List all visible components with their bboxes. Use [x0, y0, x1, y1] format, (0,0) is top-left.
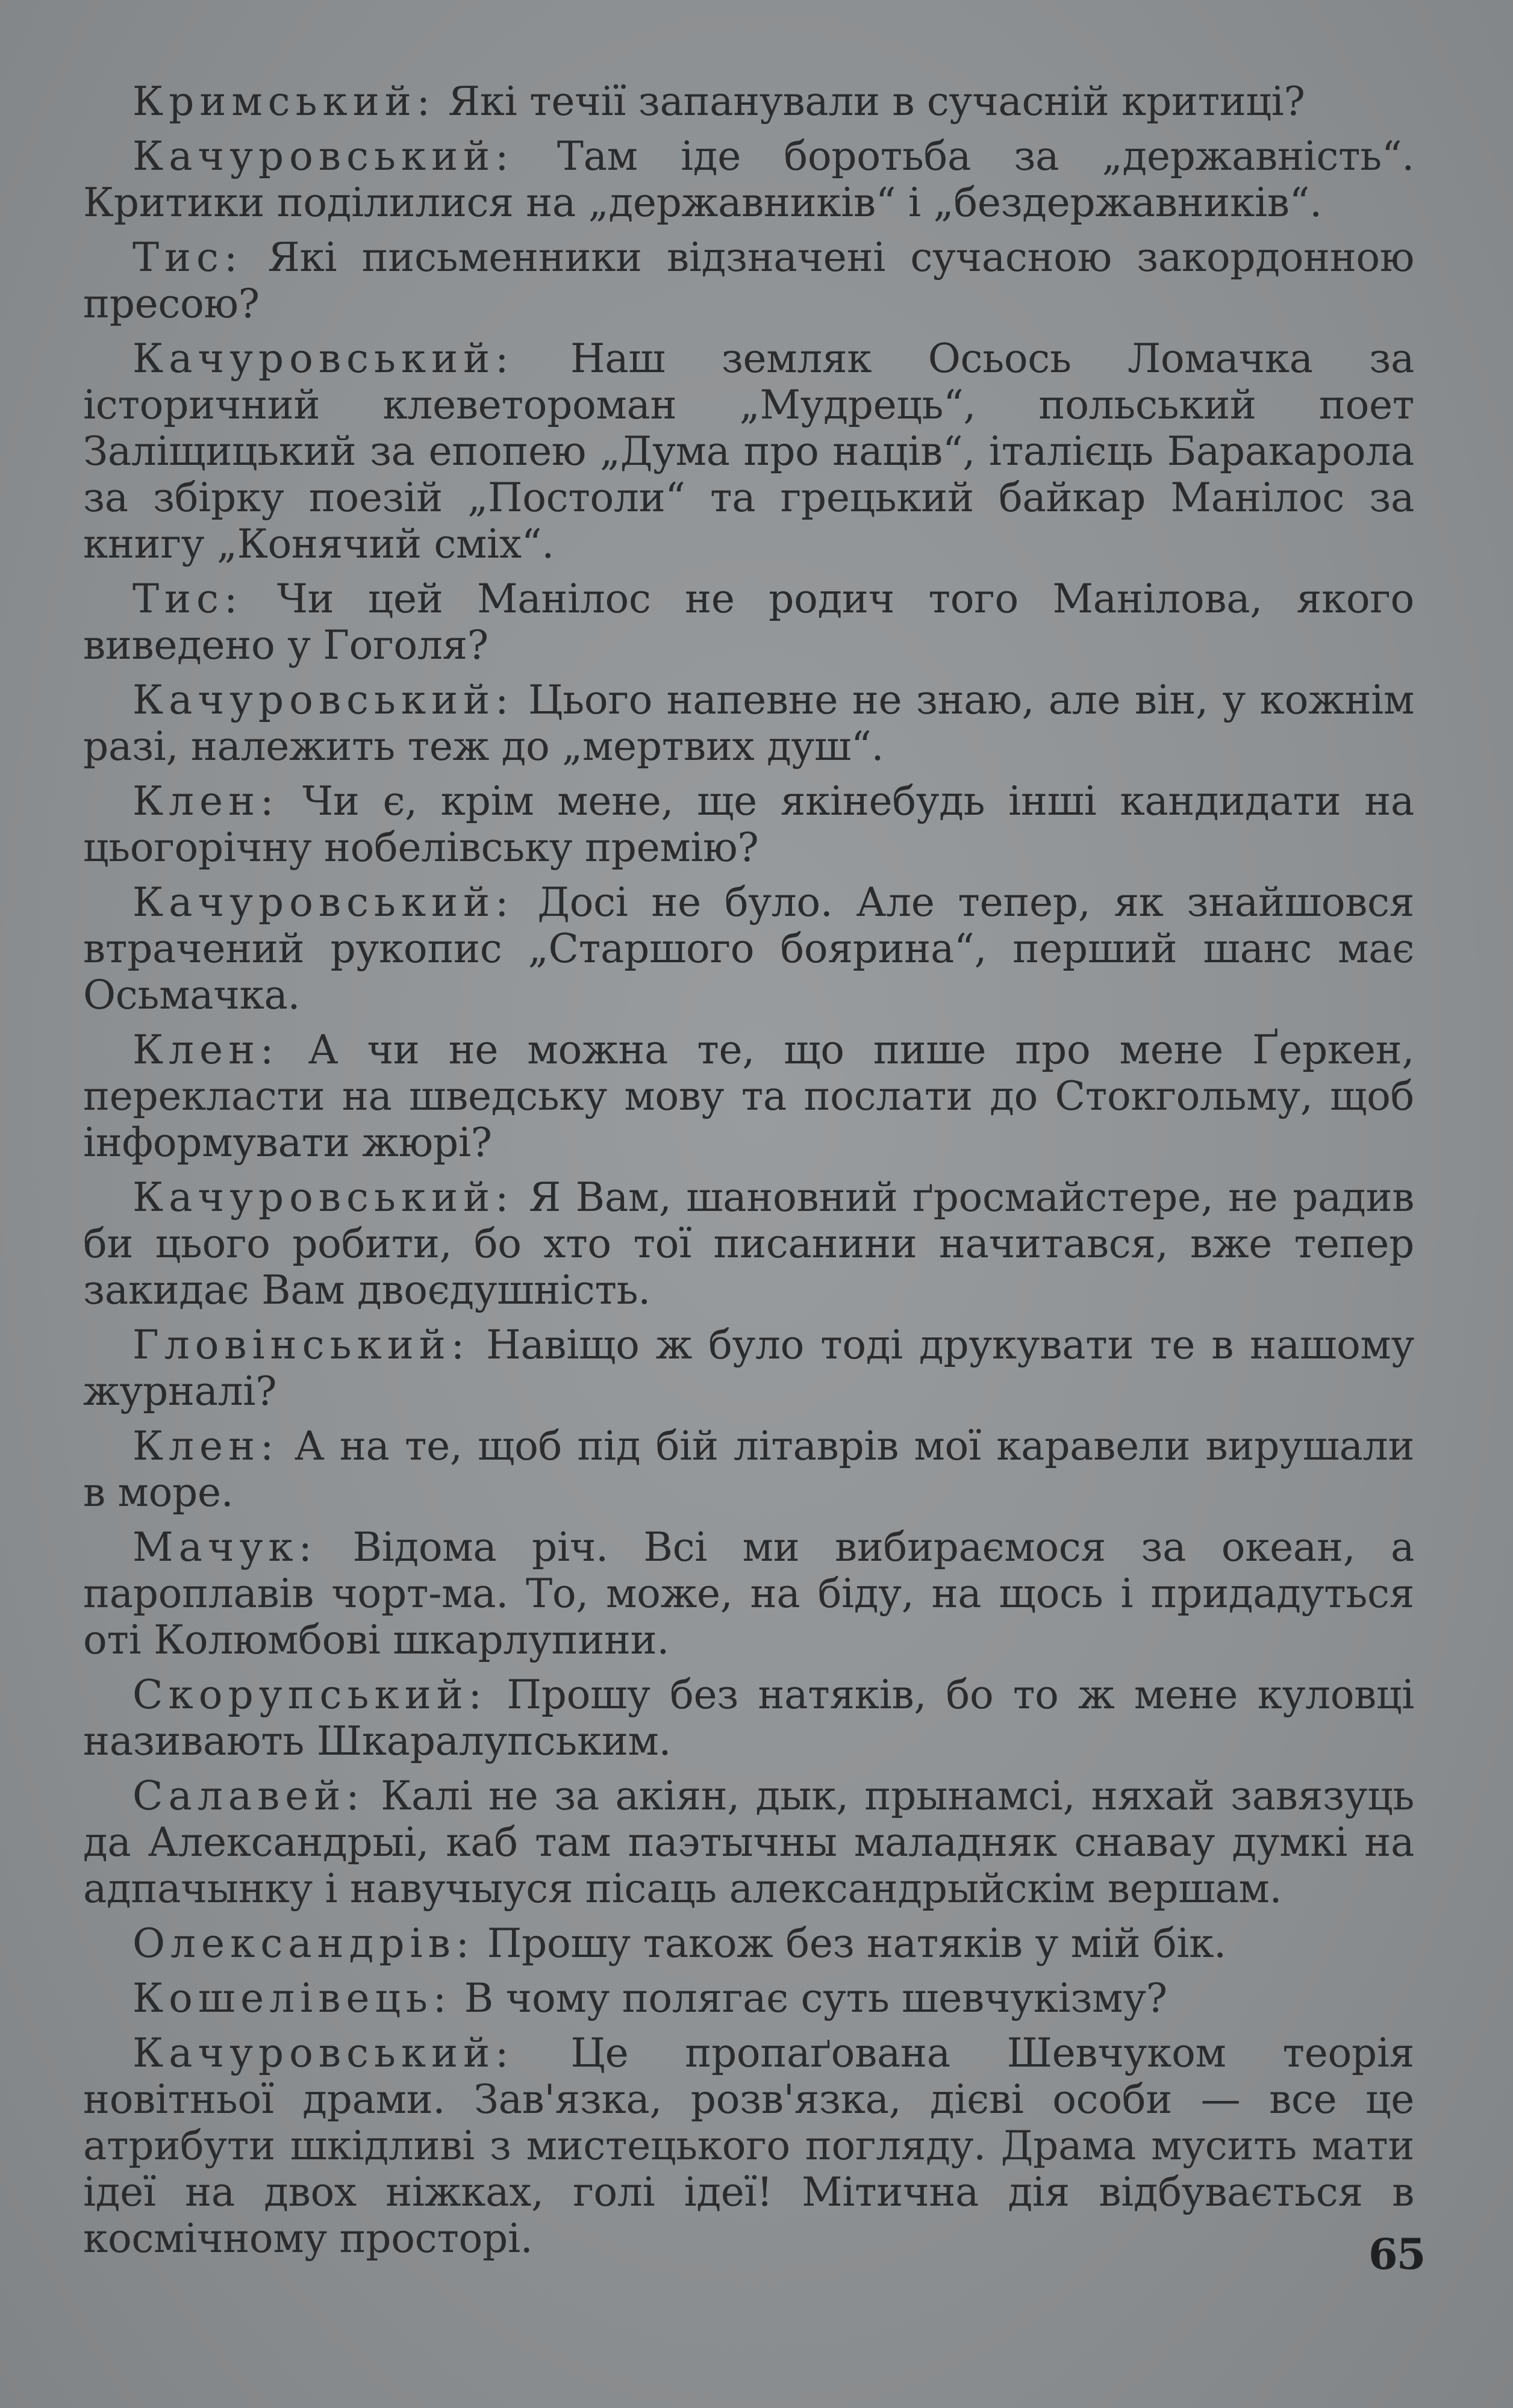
replica-text: Я Вам, шановний ґросмайстере, не радив би цього робити, бо хто тої писанини начитався, вже тепер закидає Вам двоєдушність.	[83, 1174, 1414, 1313]
replica-text: Які письменники відзначені сучасною закордонною пресою?	[83, 234, 1414, 327]
replica-text: Чи є, крім мене, ще якінебудь інші кандидати на цьогорічну нобелівську премію?	[83, 778, 1414, 871]
replica-text: Які течії запанували в сучасній критиці?	[448, 78, 1305, 125]
dialogue-column	[83, 78, 1414, 2270]
replica-15	[83, 1773, 1414, 1912]
replica-text: Прошу без натяків, бо то ж мене куловці називають Шкаралупським.	[83, 1672, 1414, 1764]
replica-text: Цього напевне не знаю, але він, у кожнім разі, належить теж до „мертвих душ“.	[83, 677, 1414, 770]
speaker-name: Качуровський:	[133, 2030, 514, 2076]
speaker-name: Тис:	[133, 234, 243, 281]
replica-10	[83, 1174, 1414, 1313]
replica-text: А чи не можна те, що пише про мене Ґеркен, перекласти на шведську мову та послати до Стокгольму, щоб інформувати жюрі?	[83, 1027, 1414, 1166]
speaker-name: Клен:	[133, 778, 279, 824]
speaker-name: Клен:	[133, 1027, 279, 1073]
speaker-name: Кримський:	[133, 78, 436, 125]
replica-text: Це пропаґована Шевчуком теорія новітньої драми. Зав'язка, розв'язка, дієві особи — все це атрибути шкідливі з мистецького погляду. Драма мусить мати ідеї на двох ніжках, голі ідеї! Мітична дія відбувається в космічному просторі.	[83, 2030, 1414, 2262]
replica-text: Відома річ. Всі ми вибираємося за океан, а пароплавів чорт-ма. То, може, на біду, на щось і придадуться оті Колюмбові шкарлупини.	[83, 1524, 1414, 1663]
replica-17	[83, 1975, 1414, 2021]
speaker-name: Скорупський:	[133, 1672, 487, 1718]
replica-3	[83, 234, 1414, 327]
replica-text: Чи цей Манілос не родич того Манілова, якого виведено у Гоголя?	[83, 576, 1414, 668]
replica-text: Наш земляк Осьось Ломачка за історичний клеветороман „Мудрець“, польський поет Заліщицький за епопею „Дума про наців“, італієць Баракарола за збірку поезій „Постоли“ та грецький байкар Манілос за книгу „Конячий сміх“.	[83, 335, 1415, 567]
speaker-name: Качуровський:	[133, 1174, 514, 1221]
speaker-name: Олександрів:	[133, 1920, 475, 1967]
speaker-name: Гловінський:	[133, 1322, 470, 1368]
speaker-name: Салавей:	[133, 1773, 365, 1819]
replica-13	[83, 1524, 1414, 1663]
replica-16	[83, 1920, 1414, 1967]
speaker-name: Качуровський:	[133, 677, 514, 723]
replica-text: В чому полягає суть шевчукізму?	[464, 1975, 1167, 2021]
replica-text: Досі не було. Але тепер, як знайшовся втрачений рукопис „Старшого боярина“, перший шанс має Осьмачка.	[83, 879, 1414, 1018]
replica-7	[83, 778, 1414, 871]
replica-18	[83, 2030, 1414, 2262]
speaker-name: Тис:	[133, 576, 243, 622]
speaker-name: Кошелівець:	[133, 1975, 452, 2021]
replica-text: Навіщо ж було тоді друкувати те в нашому журналі?	[83, 1322, 1414, 1414]
replica-5	[83, 576, 1414, 668]
replica-6	[83, 677, 1414, 770]
speaker-name: Качуровський:	[133, 335, 514, 382]
replica-12	[83, 1423, 1414, 1516]
speaker-name: Клен:	[133, 1423, 279, 1469]
replica-1	[83, 78, 1414, 125]
replica-text: Прошу також без натяків у мій бік.	[487, 1920, 1226, 1967]
replica-4	[83, 335, 1414, 567]
replica-14	[83, 1672, 1414, 1764]
replica-9	[83, 1027, 1414, 1166]
page-number: 65	[1368, 2229, 1425, 2279]
replica-text: Там іде боротьба за „державність“. Критики поділилися на „державників“ і „бездержавників“.	[83, 133, 1414, 226]
replica-2	[83, 133, 1414, 226]
speaker-name: Мачук:	[133, 1524, 317, 1570]
speaker-name: Качуровський:	[133, 133, 514, 179]
replica-8	[83, 879, 1414, 1018]
replica-text: Калі не за акіян, дык, прынамсі, няхай завязуць да Александрыі, каб там паэтычны маладняк снавау думкі на адпачынку і навучыуся пісаць александрыйскім вершам.	[83, 1773, 1414, 1912]
speaker-name: Качуровський:	[133, 879, 514, 926]
replica-11	[83, 1322, 1414, 1414]
replica-text: А на те, щоб під бій літаврів мої каравели вирушали в море.	[83, 1423, 1415, 1516]
